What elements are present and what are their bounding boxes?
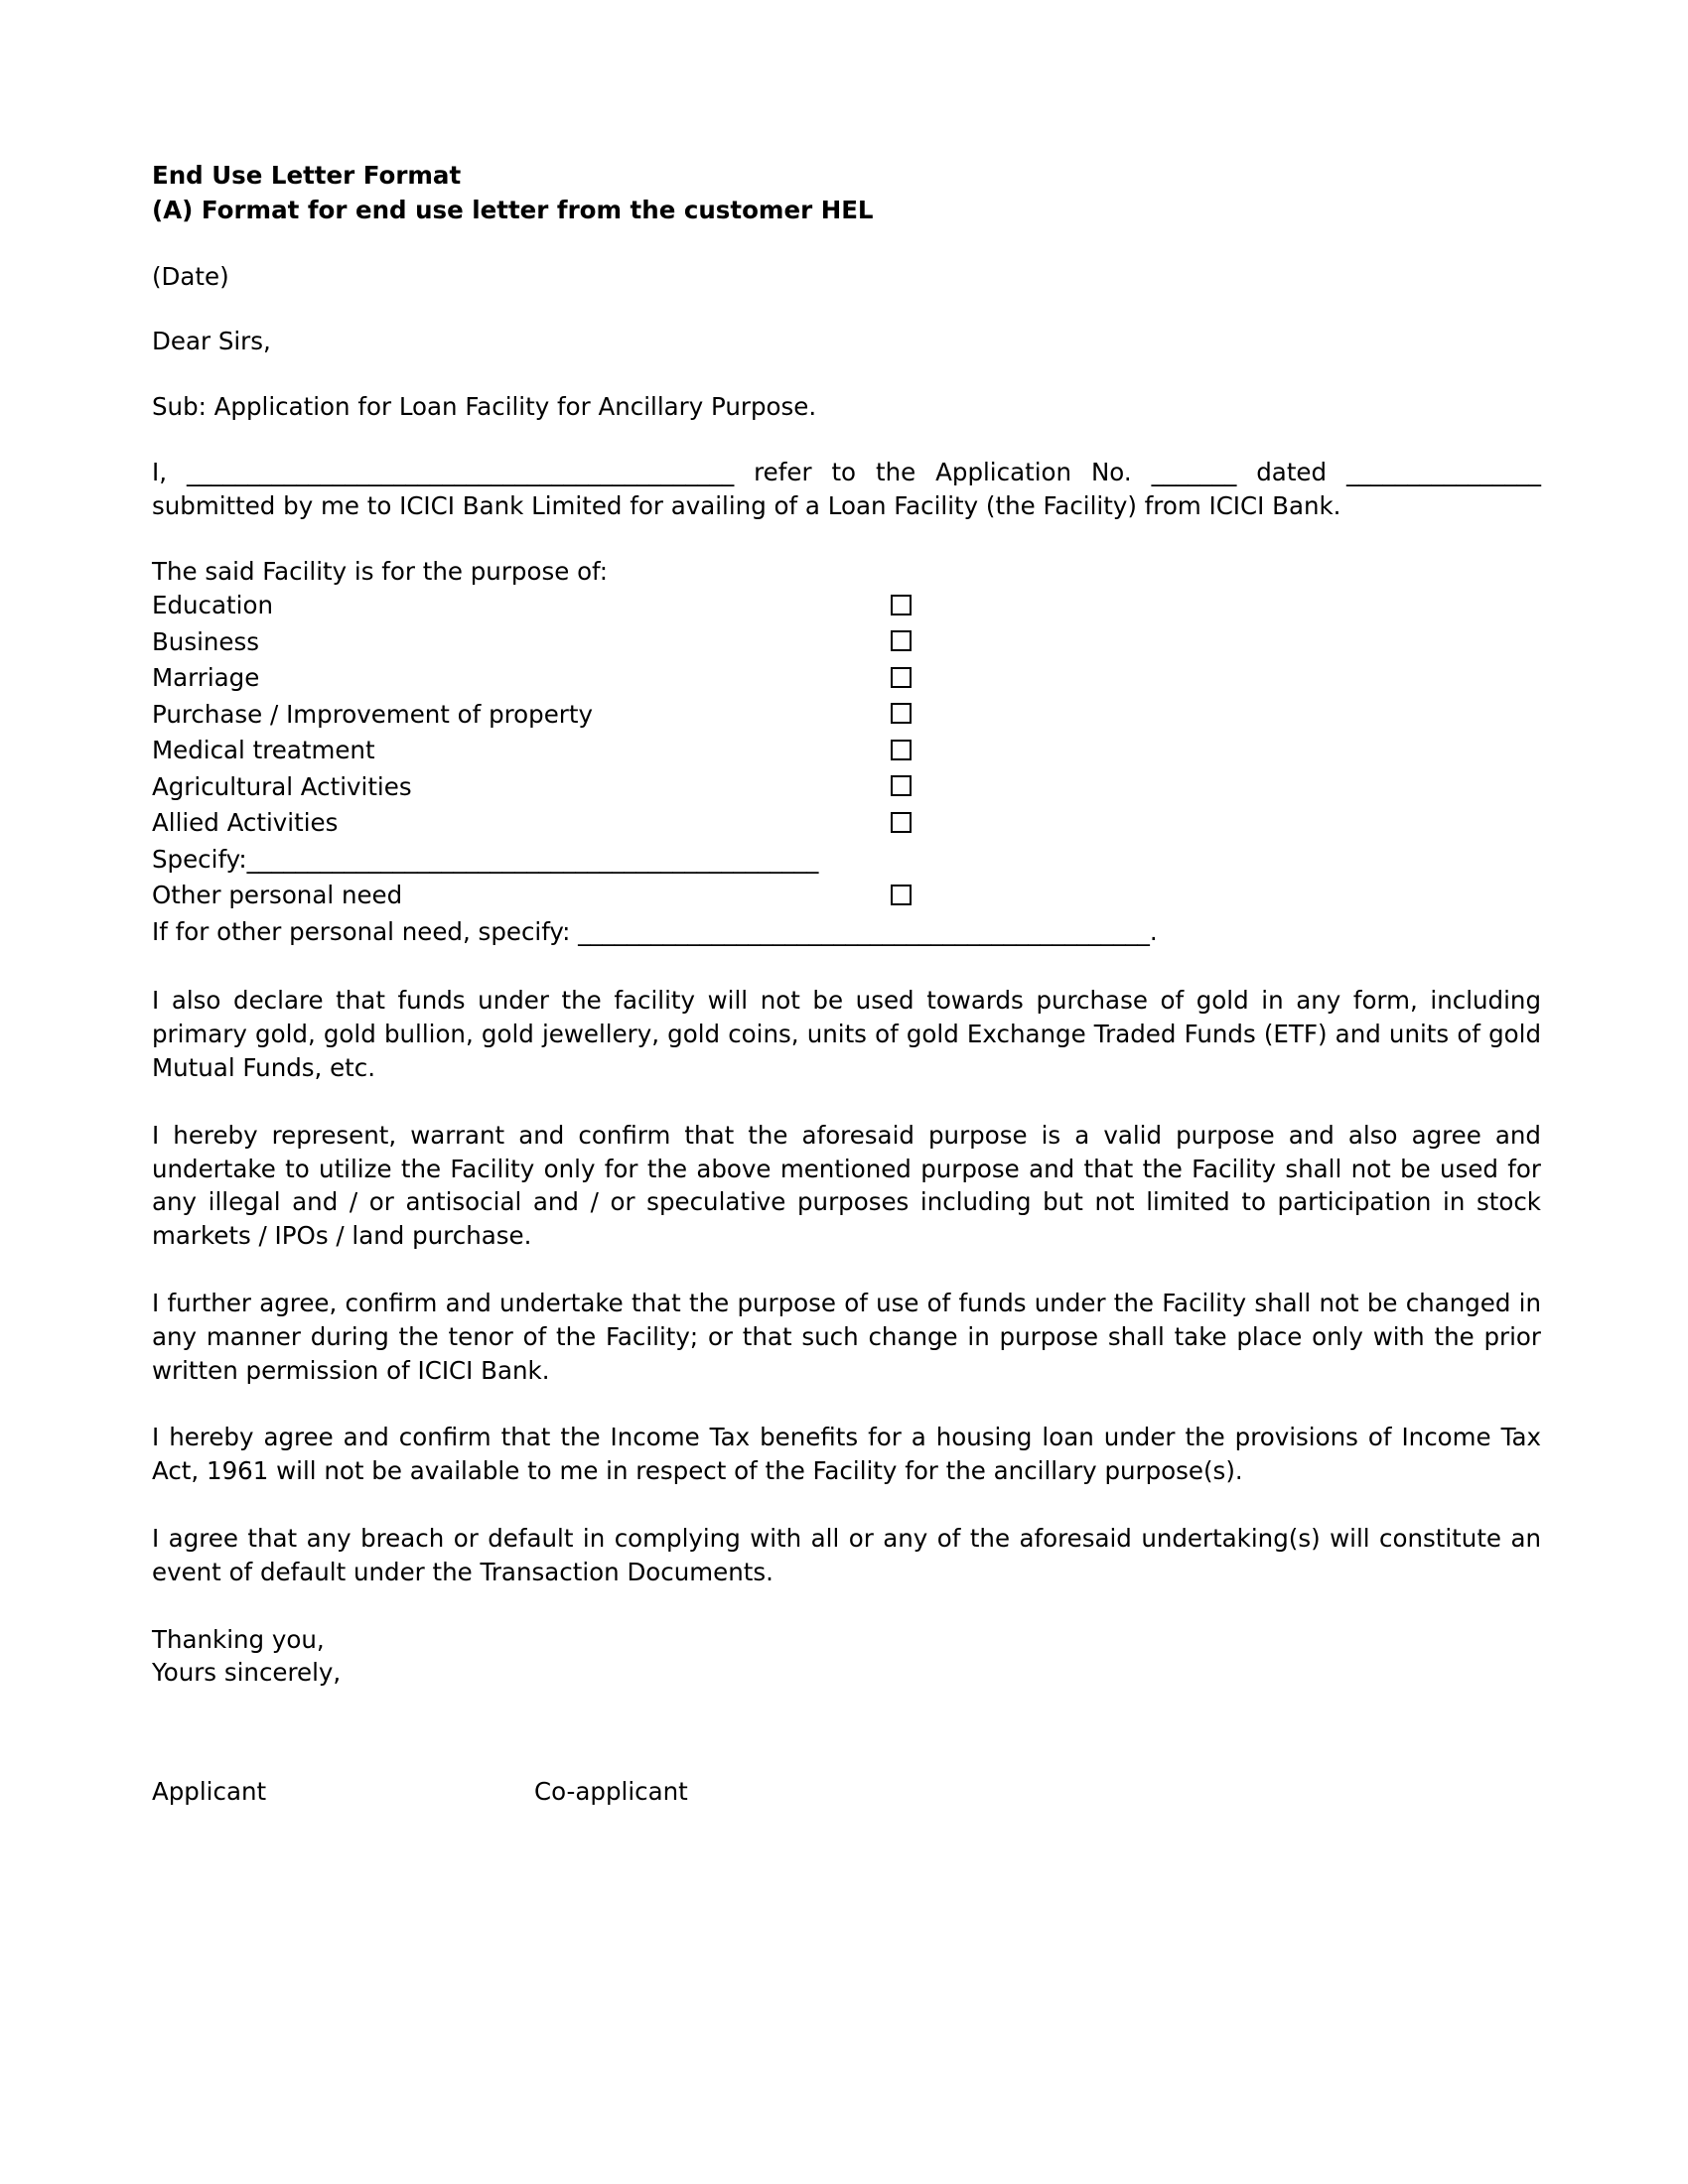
purpose-label: Business [152,626,260,656]
purpose-checkbox-cell[interactable] [891,733,966,769]
paragraph-gold-declaration: I also declare that funds under the facility will not be used towards purchase of gold in any form, including primary gold, gold bullion, gold jewellery, gold coins, units of gold Exchange Traded Funds (ETF) and units of gold Mutual Funds, etc. [152,986,1541,1082]
checkbox-allied-activities[interactable] [891,812,912,833]
purpose-row [152,878,966,914]
purpose-label: Education [152,591,273,620]
purpose-checkbox-cell[interactable] [891,805,966,842]
checkbox-medical-treatment[interactable] [891,740,912,760]
closing-sincerely: Yours sincerely, [152,1658,342,1688]
signature-applicant-label: Applicant [152,1777,267,1807]
checkbox-other-personal-need[interactable] [891,885,912,905]
specify-row [152,842,966,879]
checkbox-marriage[interactable] [891,667,912,688]
purpose-row [152,660,966,697]
checkbox-agricultural-activities[interactable] [891,775,912,796]
signature-row [152,1775,1541,1809]
purpose-checkbox-cell[interactable] [891,697,966,734]
purpose-label: Agricultural Activities [152,771,412,801]
purpose-checklist [152,588,966,914]
purpose-label: Other personal need [152,881,403,910]
page-title: End Use Letter Format [152,161,462,190]
purpose-row [152,769,966,806]
intro-paragraph: I, _____________________________________________ refer to the Application No. _______ dated ________________ submitted by me to ICICI Bank Limited for availing of a Loan Facility (the Facility) from ICICI Bank. [152,457,1541,520]
purpose-row [152,805,966,842]
paragraph-representation: I hereby represent, warrant and confirm that the aforesaid purpose is a valid purpose and also agree and undertake to utilize the Facility only for the above mentioned purpose and that the Facility shall not be used for any illegal and / or antisocial and / or speculative purposes including but not limited to participation in stock markets / IPOs / land purchase. [152,1120,1541,1251]
subject-line: Sub: Application for Loan Facility for Ancillary Purpose. [152,392,817,422]
closing-thanking: Thanking you, [152,1624,325,1654]
date-placeholder: (Date) [152,261,229,291]
other-specify-line[interactable]: If for other personal need, specify: _______________________________________________. [152,916,1158,946]
checkbox-business[interactable] [891,630,912,651]
checkbox-purchase-improvement-of-property[interactable] [891,703,912,724]
purpose-label: Allied Activities [152,808,339,838]
purpose-row [152,624,966,661]
salutation: Dear Sirs, [152,327,271,356]
document-header [152,159,1541,228]
page-subtitle: (A) Format for end use letter from the customer HEL [152,195,874,224]
purpose-row [152,733,966,769]
purpose-label: Marriage [152,663,260,693]
purpose-checkbox-cell[interactable] [891,660,966,697]
purpose-intro: The said Facility is for the purpose of: [152,556,609,586]
purpose-checkbox-cell[interactable] [891,588,966,624]
paragraph-breach-default: I agree that any breach or default in complying with all or any of the aforesaid undertaking(s) will constitute an event of default under the Transaction Documents. [152,1523,1541,1586]
purpose-checkbox-cell[interactable] [891,878,966,914]
signature-coapplicant-label: Co-applicant [534,1777,688,1807]
paragraph-income-tax: I hereby agree and confirm that the Income Tax benefits for a housing loan under the provisions of Income Tax Act, 1961 will not be available to me in respect of the Facility for the ancillary purpose(s). [152,1423,1541,1486]
purpose-checkbox-cell[interactable] [891,624,966,661]
purpose-label: Purchase / Improvement of property [152,699,593,729]
purpose-row [152,697,966,734]
paragraph-no-change-of-purpose: I further agree, confirm and undertake that the purpose of use of funds under the Facility shall not be changed in any manner during the tenor of the Facility; or that such change in purpose shall take place only with the prior written permission of ICICI Bank. [152,1288,1541,1385]
purpose-label: Medical treatment [152,736,375,765]
checkbox-education[interactable] [891,595,912,615]
purpose-row [152,588,966,624]
purpose-checkbox-cell[interactable] [891,769,966,806]
specify-line[interactable]: Specify:_______________________________________________ [152,844,819,874]
